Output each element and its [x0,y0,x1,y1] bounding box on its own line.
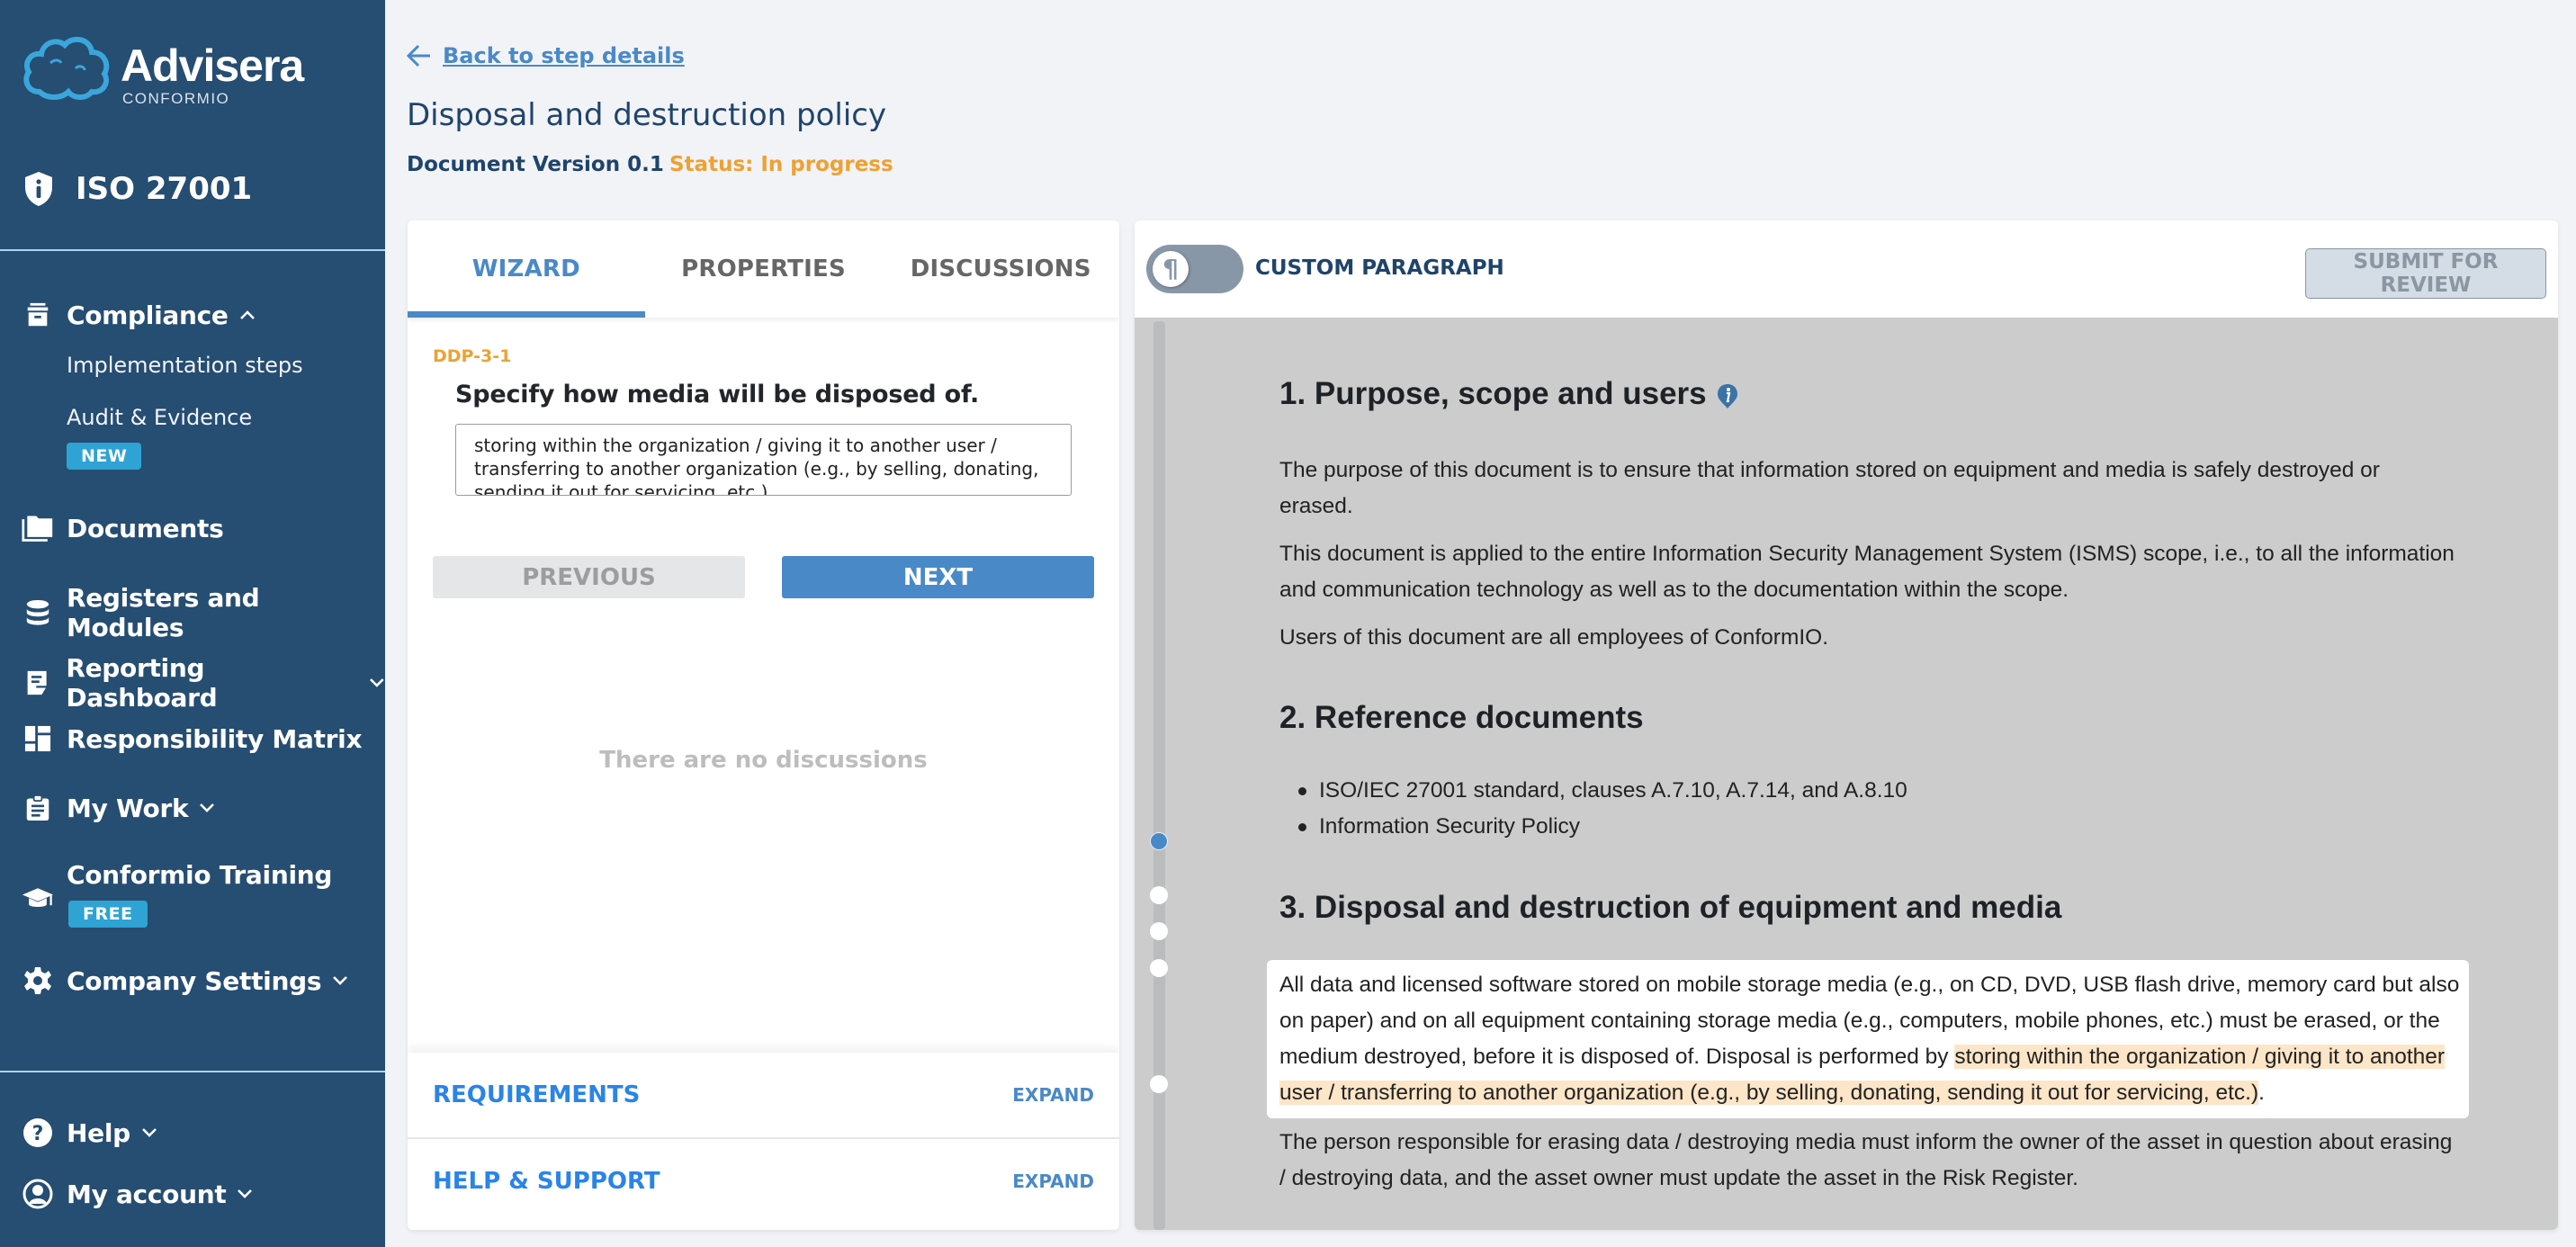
graduation-cap-icon [22,884,54,914]
custom-paragraph-label: CUSTOM PARAGRAPH [1255,256,1504,280]
paragraph-marker[interactable] [1150,922,1168,940]
tab-properties[interactable]: PROPERTIES [681,256,846,283]
info-icon[interactable] [1716,382,1739,409]
sidebar-divider [0,249,385,251]
tab-wizard[interactable]: WIZARD [408,220,645,318]
shield-info-icon [23,171,54,207]
sidebar [0,0,385,1247]
sidebar-item-registers-and-modules[interactable]: Registers and Modules [22,583,385,642]
wizard-answer-highlight: storing within the organization / giving it to another user / transferring to another organization (e.g., by selling, donating, sending it out for servicing, etc.) [1279,1045,2446,1105]
sidebar-item-responsibility-matrix[interactable]: Responsibility Matrix [22,723,362,754]
section-heading-2: 2. Reference documents [1279,700,1644,735]
submit-for-review-button[interactable]: SUBMIT FOR REVIEW [2305,248,2546,299]
gear-icon [22,965,54,996]
wizard-panel [408,220,1119,1230]
paragraph-purpose: The purpose of this document is to ensure that information stored on equipment and media is safely destroyed or erased. [1279,458,2380,518]
help-support-section[interactable] [408,1139,1119,1223]
sidebar-item-help[interactable]: ? Help [22,1117,157,1148]
collapsible-sections [408,1053,1119,1230]
document-version: Document Version 0.1 [407,153,664,176]
chevron-down-icon [141,1127,157,1138]
custom-paragraph-toggle[interactable] [1146,245,1243,293]
brand-name: Advisera [121,40,304,91]
sidebar-item-compliance[interactable]: Compliance [22,300,256,330]
sidebar-subitem-implementation-steps[interactable]: Implementation steps [67,353,303,378]
report-icon [22,668,53,698]
step-code: DDP-3-1 [433,346,512,366]
document-toolbar [1135,220,2558,318]
new-badge: NEW [67,443,141,470]
arrow-left-icon [407,44,432,67]
paragraph-marker[interactable] [1150,1075,1168,1093]
paragraph-scope: This document is applied to the entire Information Security Management System (ISMS) scope, i.e., to all the information and communication technology as well as to the documentation within the scope. [1279,542,2455,602]
sidebar-divider [0,1071,385,1072]
help-support-expand-button[interactable]: EXPAND [1012,1170,1094,1192]
sidebar-item-reporting-dashboard[interactable]: Reporting Dashboard [22,653,385,713]
product-selector[interactable] [23,171,252,207]
sidebar-subitem-audit-evidence[interactable]: Audit & Evidence [67,405,253,430]
requirements-title: REQUIREMENTS [433,1081,641,1108]
chevron-up-icon [239,310,256,320]
requirements-section[interactable] [408,1053,1119,1136]
brand-subtitle: CONFORMIO [122,90,230,107]
help-support-title: HELP & SUPPORT [433,1167,660,1195]
grid-icon [22,723,54,754]
cloud-logo-icon [20,32,113,104]
sidebar-item-my-account[interactable]: My account [22,1179,253,1209]
panel-tabs [408,220,1119,318]
paragraph-marker[interactable] [1150,886,1168,904]
archive-icon [22,300,54,330]
pilcrow-icon: ¶ [1153,251,1189,287]
reference-item: Information Security Policy [1298,814,1580,839]
sidebar-item-documents[interactable]: Documents [22,513,223,543]
folder-icon [22,513,54,543]
paragraph-gutter [1153,321,1165,1230]
section-heading-1: 1. Purpose, scope and users [1279,376,1739,412]
answer-textarea[interactable] [455,424,1072,496]
chevron-down-icon [199,803,215,813]
section-heading-3: 3. Disposal and destruction of equipment and media [1279,890,2062,925]
status-badge: Status: In progress [669,153,893,176]
wizard-question: Specify how media will be disposed of. [455,381,980,408]
user-circle-icon [22,1179,54,1209]
tab-discussions[interactable]: DISCUSSIONS [910,256,1091,283]
advisera-logo[interactable] [20,32,303,108]
database-icon [22,597,54,628]
paragraph-marker-active[interactable] [1150,832,1168,850]
chevron-down-icon [369,677,385,688]
back-to-step-details-link[interactable]: Back to step details [407,43,685,68]
sidebar-item-my-work[interactable]: My Work [22,793,215,823]
paragraph-disposal: All data and licensed software stored on mobile storage media (e.g., on CD, DVD, USB flash drive, memory card but also on paper) and on all equipment containing storage media (e.g., computers, mobile phones, etc.) must be erased, or the medium destroyed, before it is disposed of. Disposal is performed by storing within the organization / giving it to another user / transferring to another organization (e.g., by selling, donating, sending it out for servicing, etc.). [1279,973,2460,1105]
clipboard-icon [22,793,54,823]
paragraph-users: Users of this document are all employees of ConformIO. [1279,625,1829,650]
previous-button[interactable]: PREVIOUS [433,556,745,598]
sidebar-item-conformio-training[interactable]: Conformio Training [22,860,332,914]
svg-text:?: ? [31,1123,44,1145]
document-panel [1135,220,2558,1230]
chevron-down-icon [237,1189,253,1199]
requirements-expand-button[interactable]: EXPAND [1012,1083,1094,1106]
document-preview[interactable] [1135,318,2558,1230]
free-badge: FREE [68,901,148,928]
paragraph-responsibility: The person responsible for erasing data / destroying media must inform the owner of the asset in question about erasing / destroying data, and the asset owner must update the asset in the Risk Register. [1279,1130,2453,1190]
reference-item: ISO/IEC 27001 standard, clauses A.7.10, A.7.14, and A.8.10 [1298,778,1907,803]
empty-discussions-message: There are no discussions [599,747,928,774]
page-title: Disposal and destruction policy [407,97,887,133]
chevron-down-icon [332,975,348,986]
next-button[interactable]: NEXT [782,556,1094,598]
sidebar-item-company-settings[interactable]: Company Settings [22,965,348,996]
paragraph-marker[interactable] [1150,959,1168,977]
help-icon [22,1117,54,1148]
product-name: ISO 27001 [76,171,253,207]
